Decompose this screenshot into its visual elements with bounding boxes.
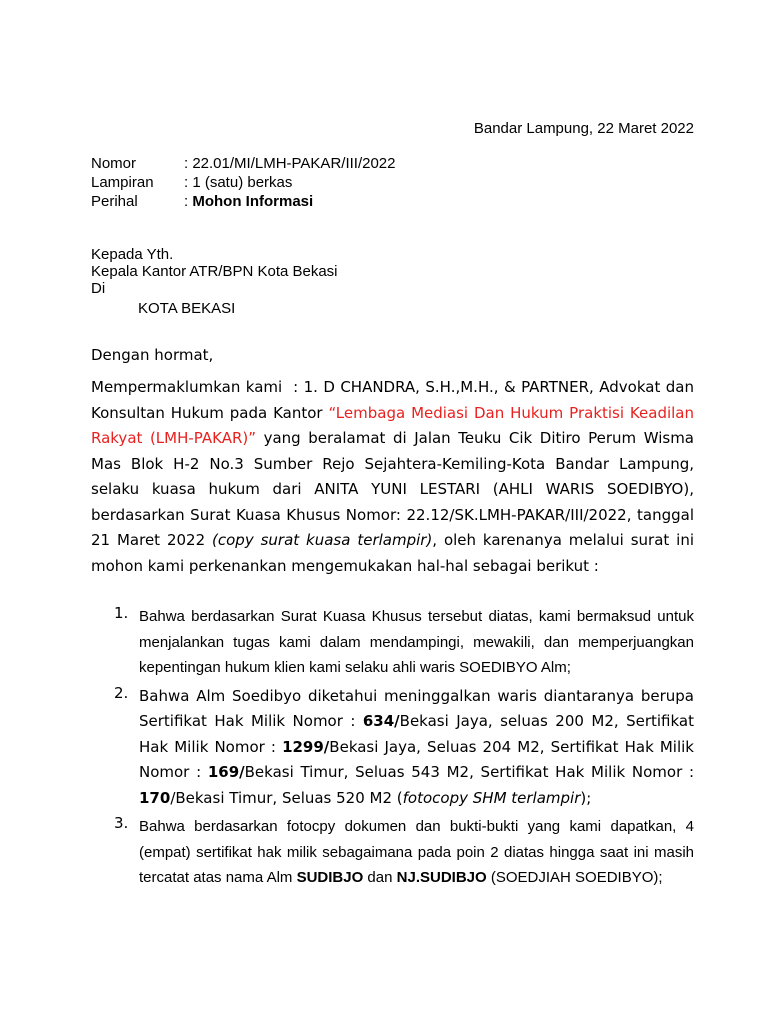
body-text: Mempermaklumkan kami : 1. D CHANDRA, S.H.,M.H., & PARTNER, Advokat dan Konsultan Hukum pada Kantor	[91, 378, 699, 422]
recipient-block	[91, 246, 338, 317]
list-item	[114, 814, 699, 891]
organization-name: “Lembaga Mediasi Dan Hukum Praktisi Keadilan Rakyat (LMH-PAKAR)”	[91, 403, 694, 447]
owner-name: NJ.SUDIBJO	[396, 869, 487, 886]
list-text-part: Bahwa Alm Soedibyo diketahui meninggalkan waris diantaranya berupa Sertifikat Hak Milik Nomor :	[139, 686, 699, 730]
list-number: 2.	[114, 683, 129, 702]
greeting: Dengan hormat,	[91, 346, 214, 364]
meta-colon: :	[184, 193, 193, 210]
certificate-number: 169/	[207, 763, 245, 781]
body-text: , oleh karenanya melalui surat ini mohon kami perkenankan mengemukakan hal-hal sebagai berikut :	[91, 531, 695, 575]
meta-label: Nomor	[91, 155, 137, 172]
list-text	[139, 814, 699, 891]
meta-value: : 1 (satu) berkas	[184, 174, 293, 191]
list-text-part: Bahwa berdasarkan fotocpy dokumen dan bukti-bukti yang kami dapatkan, 4 (empat) sertifikat hak milik sebagaimana pada poin 2 diatas hingga saat ini masih tercatat atas nama Alm	[139, 818, 699, 886]
meta-row-perihal	[91, 192, 395, 211]
body-paragraph	[91, 375, 699, 579]
list-item	[114, 683, 699, 812]
list-text-part: /Bekasi Timur, Seluas 520 M2 (	[170, 788, 403, 807]
list-text-part: Bekasi Timur, Seluas 543 M2, Sertifikat Hak Milik Nomor :	[244, 763, 699, 781]
certificate-number: 1299/	[282, 737, 330, 756]
meta-row-lampiran	[91, 173, 395, 192]
list-text	[139, 684, 699, 812]
list-text-part: );	[580, 788, 592, 807]
list-text-part: Bekasi Jaya, Seluas 204 M2, Sertifikat Hak Milik Nomor :	[139, 737, 699, 781]
copy-note: (copy surat kuasa terlampir)	[212, 531, 433, 549]
certificate-number: 634/	[362, 712, 400, 730]
meta-value-subject: Mohon Informasi	[192, 193, 314, 210]
recipient-office: Kepala Kantor ATR/BPN Kota Bekasi	[91, 263, 338, 280]
recipient-salutation: Kepada Yth.	[91, 246, 174, 263]
points-list	[114, 604, 699, 894]
list-number: 3.	[114, 814, 129, 832]
body-text: yang beralamat di Jalan Teuku Cik Ditiro Perum Wisma Mas Blok H-2 No.3 Sumber Rejo Sejahtera-Kemiling-Kota Bandar Lampung, selaku kuasa hukum dari ANITA YUNI LESTARI (AHLI WARIS SOEDIBYO), berdasarkan Surat Kuasa Khusus Nomor: 22.12/SK.LMH-PAKAR/III/2022, tanggal 21 Maret 2022	[91, 429, 699, 549]
list-text: Bahwa berdasarkan Surat Kuasa Khusus tersebut diatas, kami bermaksud untuk menjalankan tugas kami dalam mendampingi, mewakili, dan memperjuangkan kepentingan hukum klien kami selaku ahli waris SOEDIBYO Alm;	[139, 608, 694, 676]
list-number: 1.	[114, 604, 129, 622]
list-text-part: dan	[363, 869, 397, 886]
owner-name: SUDIBJO	[296, 869, 364, 886]
meta-row-nomor	[91, 154, 395, 173]
letter-meta	[91, 154, 395, 211]
letter-date: Bandar Lampung, 22 Maret 2022	[473, 120, 694, 137]
list-item	[114, 604, 694, 681]
recipient-city: KOTA BEKASI	[138, 300, 236, 317]
meta-label: Perihal	[91, 193, 138, 210]
meta-value: : 22.01/MI/LMH-PAKAR/III/2022	[184, 155, 396, 172]
certificate-number: 170	[139, 788, 171, 807]
recipient-di: Di	[91, 280, 106, 297]
list-text-part: Bekasi Jaya, seluas 200 M2, Sertifikat Hak Milik Nomor :	[139, 712, 699, 756]
list-text-part: (SOEDJIAH SOEDIBYO);	[486, 869, 663, 886]
attachment-note: fotocopy SHM terlampir	[402, 788, 581, 807]
meta-label: Lampiran	[91, 174, 154, 191]
